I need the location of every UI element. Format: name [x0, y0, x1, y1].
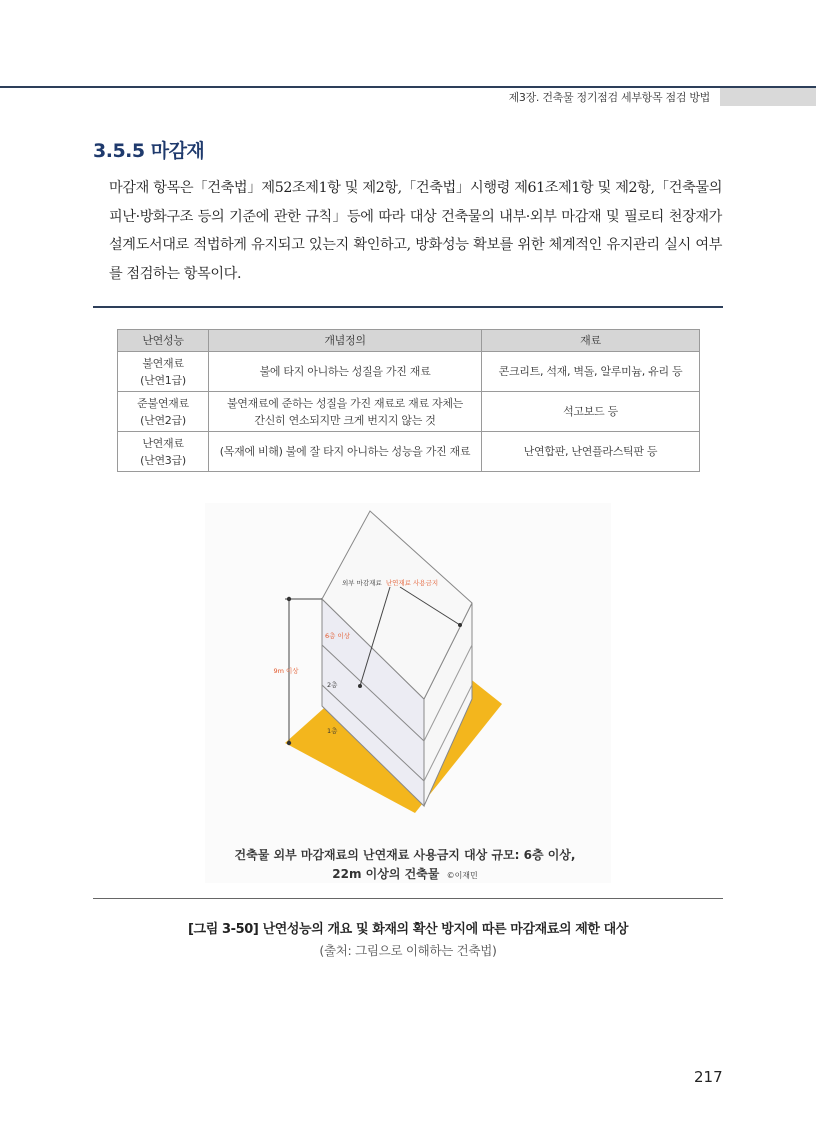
section-divider	[93, 306, 723, 308]
materials-cell: 콘크리트, 석재, 벽돌, 알루미늄, 유리 등	[482, 352, 700, 392]
definition-line: 불연재료에 준하는 성질을 가진 재료로 재료 자체는	[226, 396, 464, 410]
grade-level: (난연3급)	[140, 453, 186, 467]
chapter-title: 제3장. 건축물 정기점검 세부항목 점검 방법	[508, 91, 710, 104]
chapter-tab	[720, 88, 816, 106]
fire-resistance-table	[117, 329, 700, 472]
page-number: 217	[694, 1068, 723, 1086]
caption-rule	[93, 898, 723, 899]
definition-line: 간신히 연소되지만 크게 번지지 않는 것	[254, 413, 436, 427]
table-row	[118, 352, 700, 392]
building-figure	[205, 503, 611, 883]
definition-line: 불에 타지 아니하는 성질을 가진 재료	[259, 365, 431, 378]
materials-cell: 난연합판, 난연플라스틱판 등	[482, 432, 700, 472]
definition-cell	[209, 432, 482, 472]
table-header-row	[118, 330, 700, 352]
height-marker-bottom	[287, 741, 291, 745]
caption-title: [그림 3-50] 난연성능의 개요 및 화재의 확산 방지에 따른 마감재료의 제한 대상	[188, 922, 628, 937]
label-2f: 2층	[327, 681, 338, 689]
label-1f: 1층	[327, 727, 338, 735]
table-header: 개념정의	[209, 330, 482, 352]
grade-cell	[118, 352, 209, 392]
figure-caption-line2: 22m 이상의 건축물	[332, 867, 440, 881]
table-row	[118, 392, 700, 432]
grade-name: 난연재료	[142, 436, 184, 450]
grade-name: 준불연재료	[137, 396, 189, 410]
building-diagram	[205, 503, 611, 883]
figure-credit: ©이재민	[446, 871, 478, 880]
table-header: 난연성능	[118, 330, 209, 352]
figure-caption-line1: 건축물 외부 마감재료의 난연재료 사용금지 대상 규모: 6층 이상,	[234, 848, 576, 862]
grade-cell	[118, 432, 209, 472]
chapter-header	[356, 88, 816, 106]
grade-level: (난연1급)	[140, 373, 186, 387]
materials-cell: 석고보드 등	[482, 392, 700, 432]
label-height: 9m 이상	[273, 667, 299, 675]
section-title: 3.5.5 마감재	[93, 140, 205, 162]
height-marker-top	[287, 597, 291, 601]
section-paragraph: 마감재 항목은「건축법」제52조제1항 및 제2항,「건축법」시행령 제61조제1항 및 제2항,「건축물의 피난·방화구조 등의 기준에 관한 규칙」등에 따라 대상 건축물의 내부·외부 마감재 및 필로티 천장재가 설계도서대로 적법하게 유지되고 있는지 확인하고, 방화성능 확보를 위한 체계적인 유지관리 실시 여부를 점검하는 항목이다.	[109, 180, 722, 282]
definition-line: (목재에 비해) 불에 잘 타지 아니하는 성능을 가진 재료	[219, 445, 471, 458]
definition-cell	[209, 352, 482, 392]
table-header: 재료	[482, 330, 700, 352]
definition-cell	[209, 392, 482, 432]
label-exterior-highlight: 난연재료 사용금지	[385, 579, 439, 587]
grade-name: 불연재료	[142, 356, 184, 370]
grade-cell	[118, 392, 209, 432]
grade-level: (난연2급)	[140, 413, 186, 427]
caption-source: (출처: 그림으로 이해하는 건축법)	[319, 943, 497, 958]
label-exterior: 외부 마감재료	[342, 579, 382, 587]
label-floors: 6층 이상	[325, 632, 351, 640]
figure-caption	[93, 898, 723, 959]
table-row	[118, 432, 700, 472]
svg-text:외부 마감재료 난연재료 사용금지	[342, 578, 438, 587]
